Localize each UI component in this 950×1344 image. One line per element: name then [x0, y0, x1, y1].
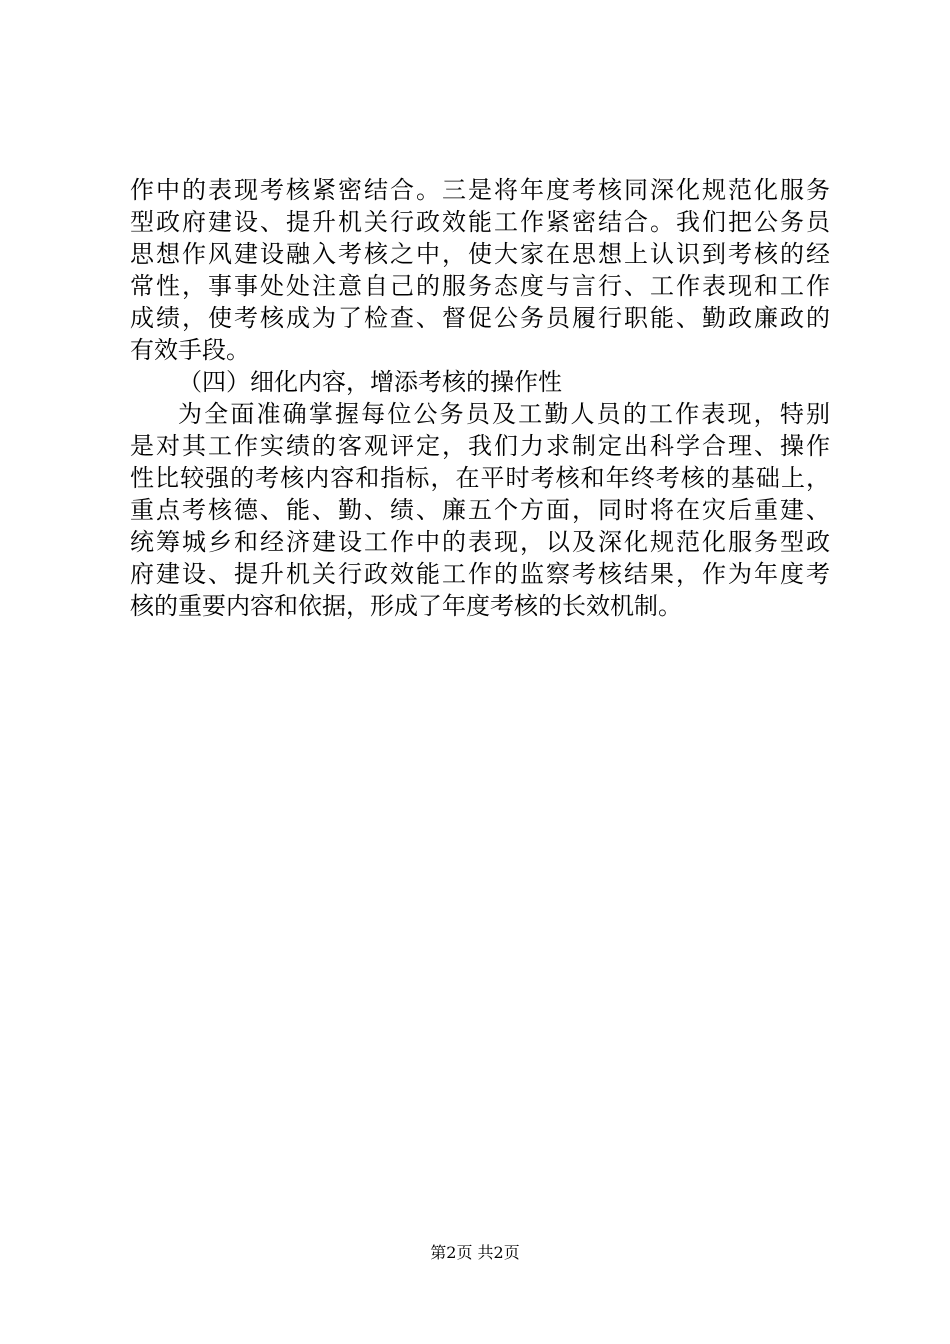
text-line: 常性，事事处处注意自己的服务态度与言行、工作表现和工作	[130, 272, 830, 300]
text-line: 型政府建设、提升机关行政效能工作紧密结合。我们把公务员	[130, 208, 830, 236]
page-footer: 第2页 共2页	[430, 1243, 520, 1262]
text-line: 有效手段。	[130, 336, 250, 364]
text-line: 为全面准确掌握每位公务员及工勤人员的工作表现，特别	[178, 400, 830, 428]
text-line: 性比较强的考核内容和指标，在平时考核和年终考核的基础上，	[130, 464, 830, 492]
text-line: 统筹城乡和经济建设工作中的表现，以及深化规范化服务型政	[130, 528, 830, 556]
text-line: 作中的表现考核紧密结合。三是将年度考核同深化规范化服务	[130, 176, 830, 204]
text-line: 思想作风建设融入考核之中，使大家在思想上认识到考核的经	[130, 240, 830, 268]
body-text	[130, 174, 830, 622]
section-heading: （四）细化内容，增添考核的操作性	[178, 368, 562, 396]
text-line: 重点考核德、能、勤、绩、廉五个方面，同时将在灾后重建、	[130, 496, 830, 524]
text-line: 府建设、提升机关行政效能工作的监察考核结果，作为年度考	[130, 560, 830, 588]
text-line: 成绩，使考核成为了检查、督促公务员履行职能、勤政廉政的	[130, 304, 830, 332]
text-line: 核的重要内容和依据，形成了年度考核的长效机制。	[130, 592, 682, 620]
text-line: 是对其工作实绩的客观评定，我们力求制定出科学合理、操作	[130, 432, 830, 460]
